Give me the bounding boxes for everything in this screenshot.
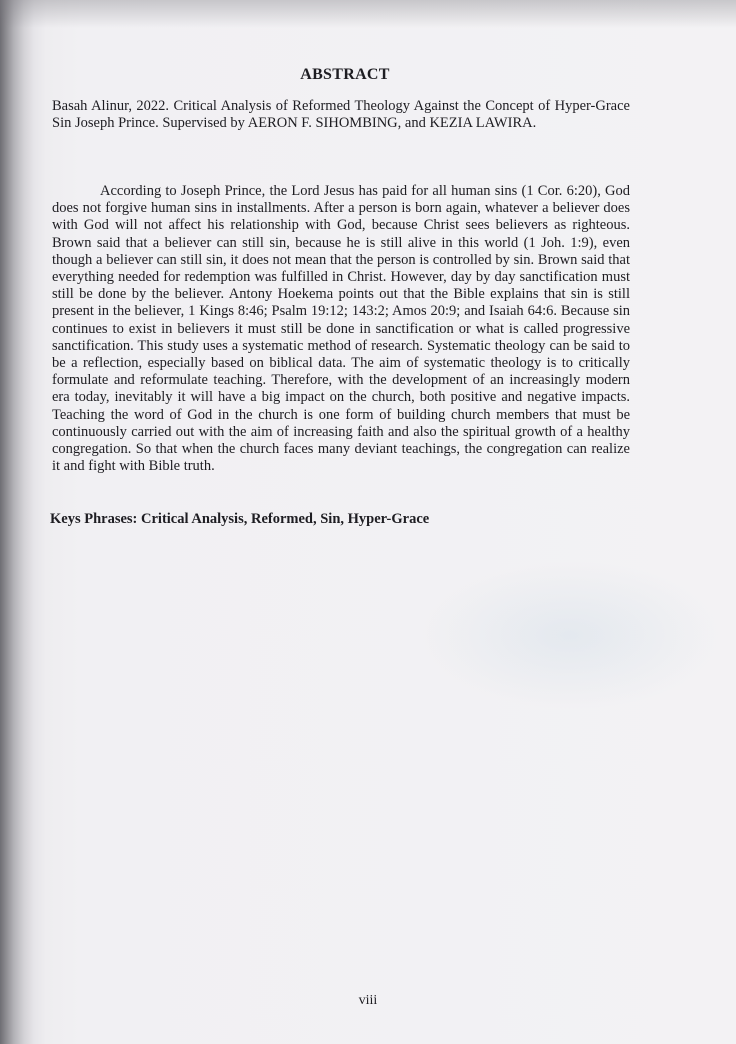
abstract-body-paragraph: According to Joseph Prince, the Lord Jesus has paid for all human sins (1 Cor. 6:20), God does not forgive human sins in installments. After a person is born again, whatever a believer does with God will not affect his relationship with God, because Christ sees believers as righteous. Brown said that a believer can still sin, because he is still alive in this world (1 Joh. 1:9), even though a believer can still sin, it does not mean that the person is controlled by sin. Brown said that everything needed for redemption was fulfilled in Christ. However, day by day sanctification must still be done by the believer. Antony Hoekema points out that the Bible explains that sin is still present in the believer, 1 Kings 8:46; Psalm 19:12; 143:2; Amos 20:9; and Isaiah 64:6. Because sin continues to exist in believers it must still be done in sanctification or what is called progressive sanctification. This study uses a systematic method of research. Systematic theology can be said to be a reflection, especially based on biblical data. The aim of systematic theology is to critically formulate and reformulate teaching. Therefore, with the development of an increasingly modern era today, inevitably it will have a big impact on the church, both positive and negative impacts. Teaching the word of God in the church is one form of building church members that must be continuously carried out with the aim of increasing faith and also the spiritual growth of a healthy congregation. So that when the church faces many deviant teachings, the congregation can realize it and fight with Bible truth.	[52, 183, 630, 475]
page-number: viii	[358, 993, 378, 1008]
abstract-document	[52, 66, 630, 528]
key-phrases-line: Keys Phrases: Critical Analysis, Reformed, Sin, Hyper-Grace	[50, 511, 430, 528]
top-edge-shadow	[0, 0, 736, 28]
faint-watermark	[420, 560, 720, 710]
abstract-heading: ABSTRACT	[300, 66, 390, 83]
citation-paragraph: Basah Alinur, 2022. Critical Analysis of Reformed Theology Against the Concept of Hyper-Grace Sin Joseph Prince. Supervised by AERON F. SIHOMBING, and KEZIA LAWIRA.	[52, 98, 630, 131]
